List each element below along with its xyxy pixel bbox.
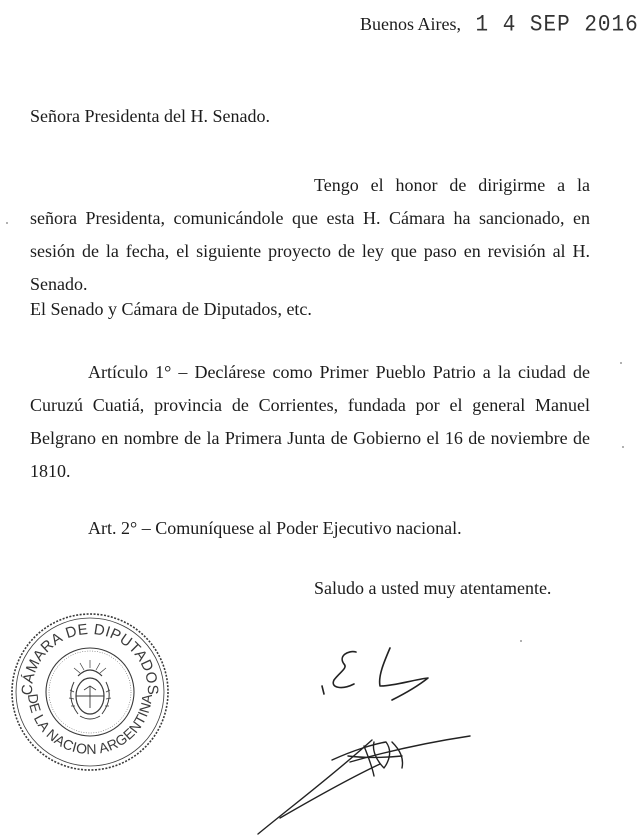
article-1: Artículo 1° – Declárese como Primer Pueblo Patrio a la ciudad de Curuzú Cuatiá, provincia de Corrientes, fundada por el general Manuel Belgrano en nombre de la Primera Junta de Gobierno el 16 de noviembre de 1810. — [30, 362, 590, 481]
dateline — [360, 14, 639, 37]
signature-initials — [322, 648, 428, 700]
body-paragraph: Tengo el honor de dirigirme a la señora Presidenta, comunicándole que esta H. Cámara ha sancionado, en sesión de la fecha, el siguiente proyecto de ley que paso en revisión al H. Senado. — [30, 175, 590, 294]
salutation: Señora Presidenta del H. Senado. — [30, 106, 270, 126]
signature-flourish — [258, 736, 470, 834]
scan-speck — [6, 222, 8, 224]
place-text: Buenos Aires, — [360, 14, 461, 34]
enacting-clause: El Senado y Cámara de Diputados, etc. — [30, 299, 312, 319]
scan-speck — [622, 446, 624, 448]
scan-speck — [520, 640, 522, 642]
scan-speck — [620, 362, 622, 364]
official-seal — [8, 610, 172, 774]
seal-top-text: CÁMARA DE DIPUTADOS — [18, 620, 162, 696]
seal-bottom-text: DE LA NACION ARGENTINA — [24, 692, 156, 758]
date-stamp: 1 4 SEP 2016 — [475, 12, 639, 39]
article-2: Art. 2° – Comuníquese al Poder Ejecutivo nacional. — [88, 518, 462, 538]
closing-line: Saludo a usted muy atentamente. — [314, 578, 552, 598]
handwritten-signature — [252, 628, 472, 836]
coat-of-arms-icon — [69, 660, 111, 719]
